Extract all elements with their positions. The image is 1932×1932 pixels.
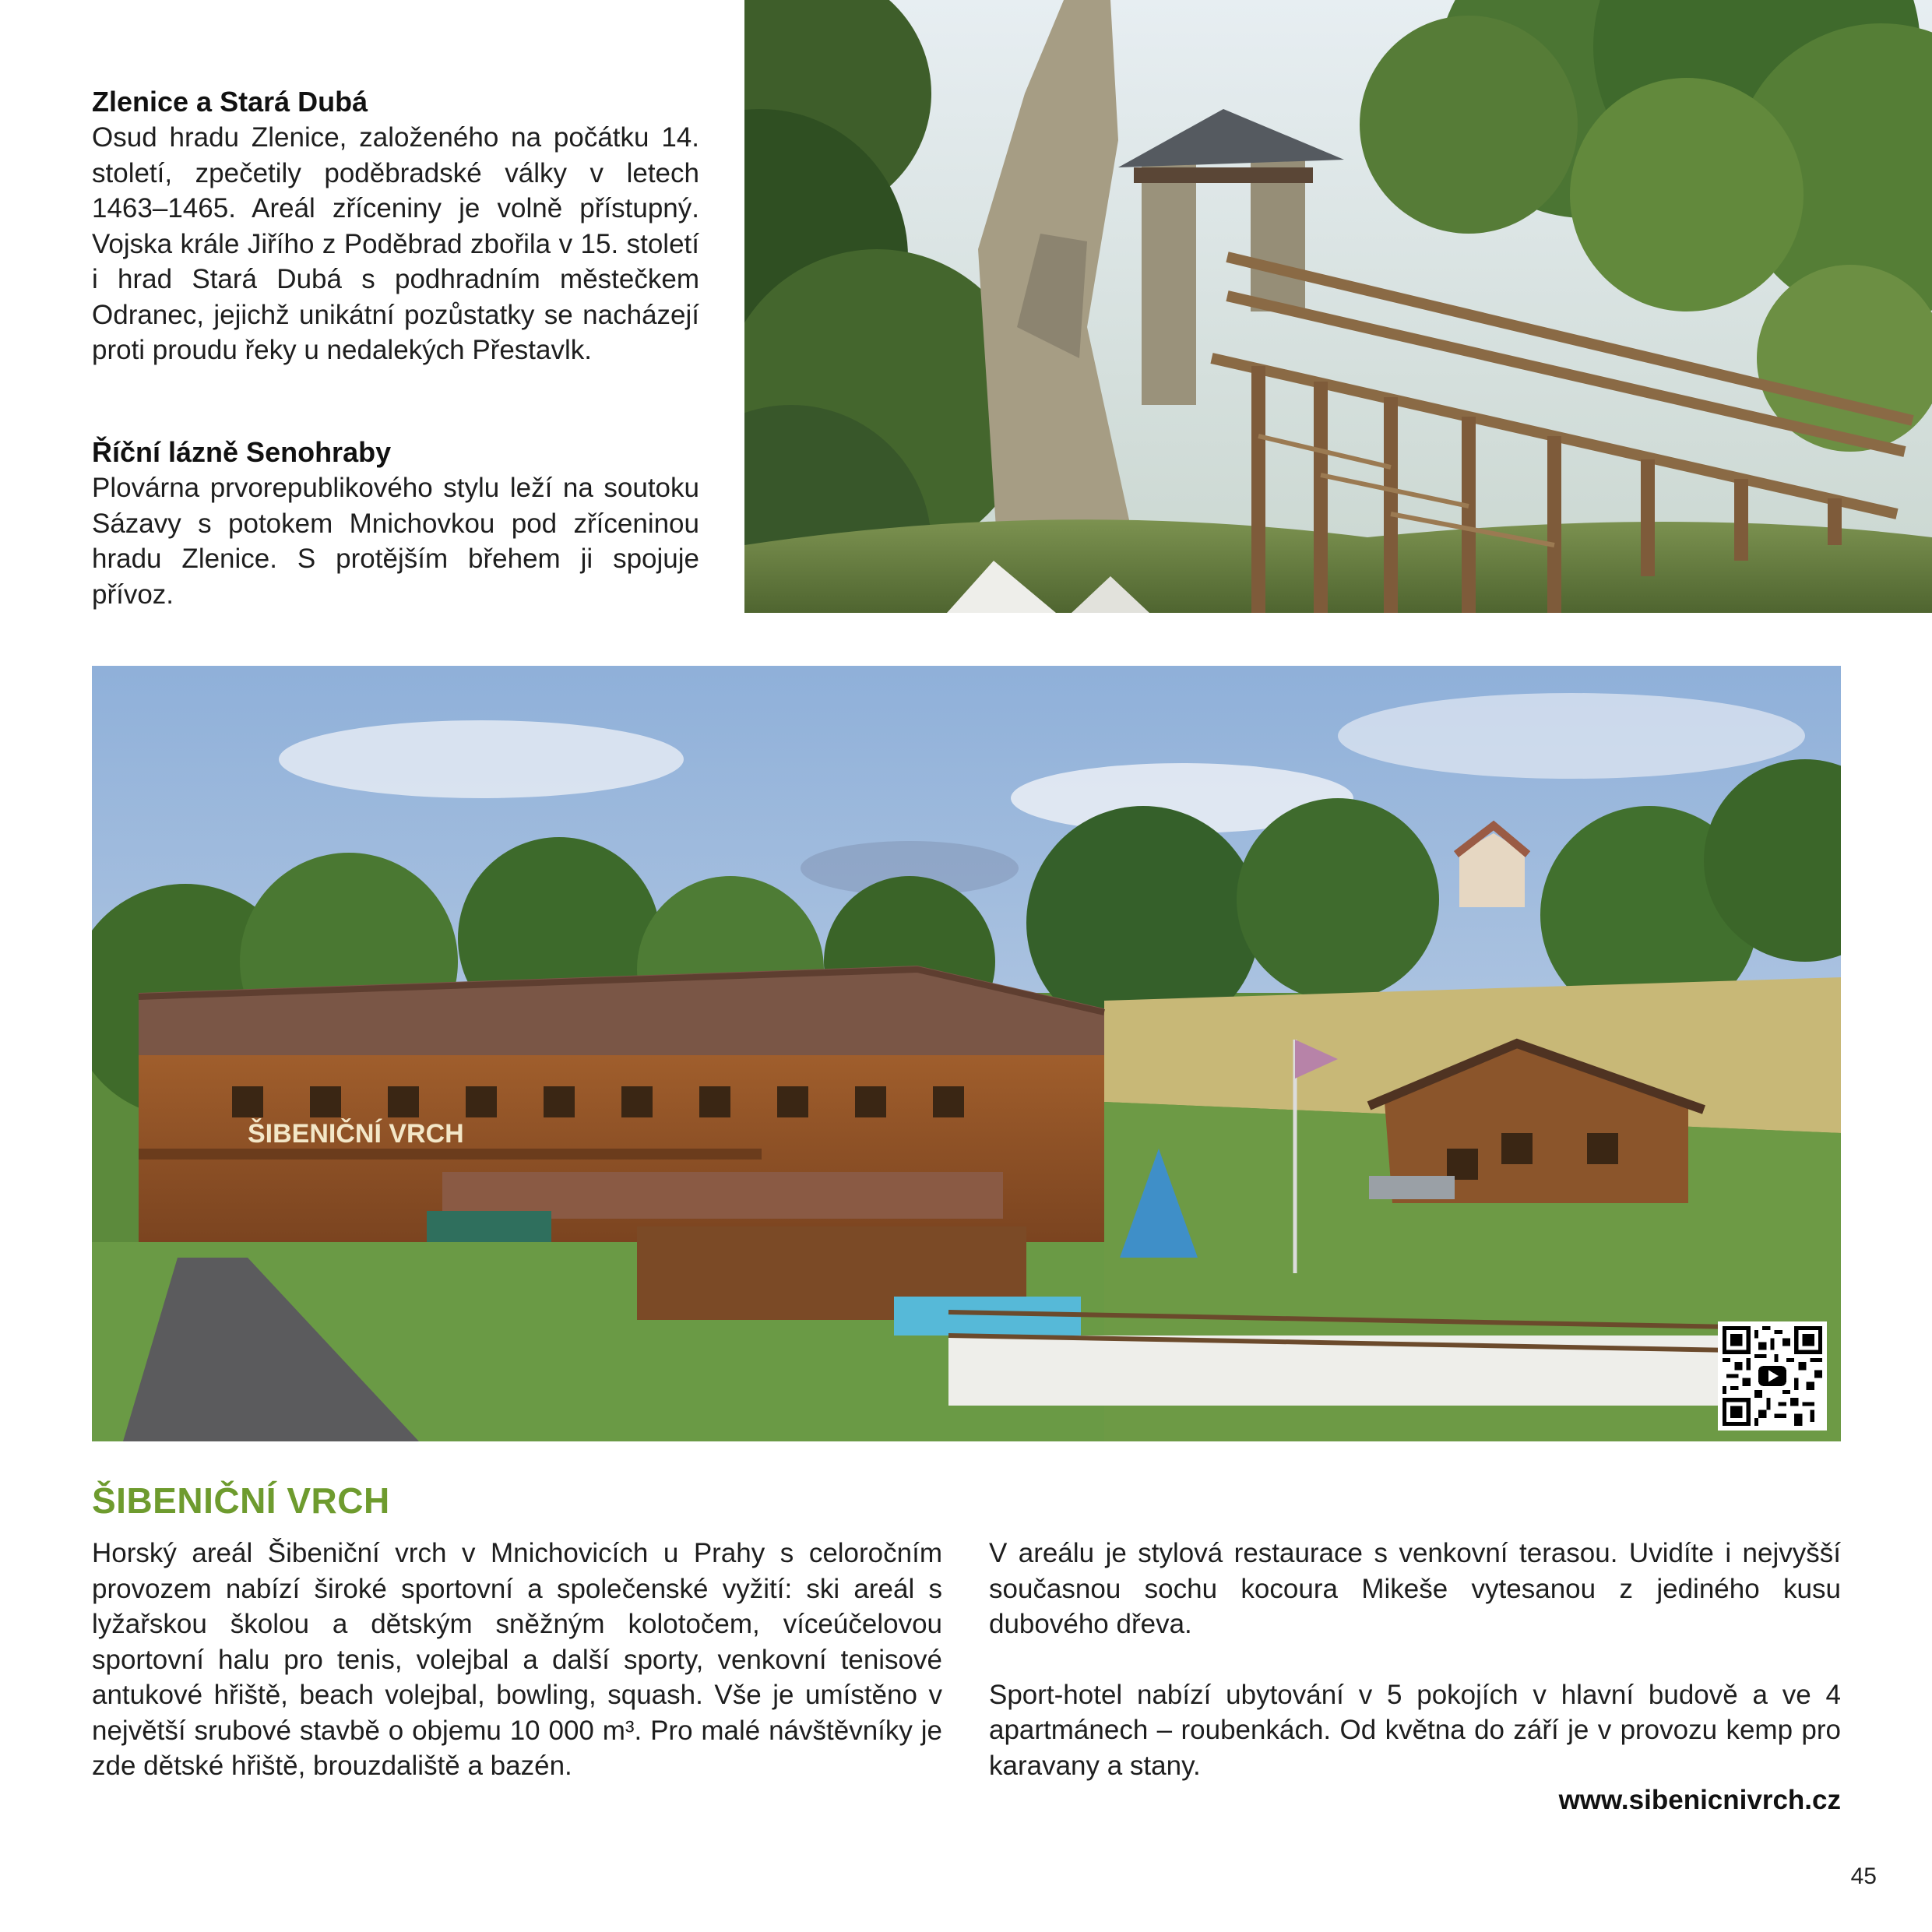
hotel-resort-photo <box>92 666 1841 1441</box>
section-title-zlenice: Zlenice a Stará Dubá <box>92 86 368 118</box>
qr-code-icon <box>1723 1326 1822 1426</box>
main-paragraph-2: V areálu je stylová restaurace s venkovní terasou. Uvidíte i nejvyšší současnou sochu kocoura Mikeše vytesanou z jediného kusu dubového dřeva. <box>989 1538 1841 1639</box>
main-paragraph-3: Sport-hotel nabízí ubytování v 5 pokojích v hlavní budově a ve 4 apartmánech – roubenkách. Od května do září je v provozu kemp pro karavany a stany. <box>989 1679 1841 1781</box>
main-text-left <box>92 1536 942 1784</box>
main-text-right <box>989 1536 1841 1783</box>
section-text-zlenice: Osud hradu Zlenice, založeného na počátku 14. století, zpečetily poděbradské války v letech 1463–1465. Areál zříceniny je volně přístupný. Vojska krále Jiřího z Poděbrad zbořila v 15. století i hrad Stará Dubá s podhradním městečkem Odranec, jejichž unikátní pozůstatky se nacházejí proti proudu řeky u nedalekých Přestavlk. <box>92 122 699 365</box>
website-link[interactable]: www.sibenicnivrch.cz <box>1558 1785 1841 1815</box>
section-title-senohraby: Říční lázně Senohraby <box>92 436 392 468</box>
castle-ruin-photo <box>744 0 1932 613</box>
section-zlenice <box>92 84 699 368</box>
section-senohraby <box>92 435 699 612</box>
qr-code-youtube[interactable] <box>1718 1321 1827 1431</box>
section-text-senohraby: Plovárna prvorepublikového stylu leží na soutoku Sázavy s potokem Mnichovkou pod zříceninou hradu Zlenice. S protějším břehem ji spojuje přívoz. <box>92 473 699 610</box>
page-number: 45 <box>1850 1863 1877 1889</box>
main-paragraph-1: Horský areál Šibeniční vrch v Mnichovicích u Prahy s celoročním provozem nabízí široké sportovní a společenské vyžití: ski areál s lyžařskou školou a dětským sněžným kolotočem, víceúčelovou sportovní halu pro tenis, volejbal a další sporty, venkovní tenisové antukové hřiště, beach volejbal, bowling, squash. Vše je umístěno v největší srubové stavbě o objemu 10 000 m³. Pro malé návštěvníky je zde dětské hřiště, brouzdaliště a bazén. <box>92 1538 942 1781</box>
hotel-sign-text: ŠIBENIČNÍ VRCH <box>248 1119 464 1149</box>
section-title-sibenicni-vrch: ŠIBENIČNÍ VRCH <box>92 1480 390 1521</box>
